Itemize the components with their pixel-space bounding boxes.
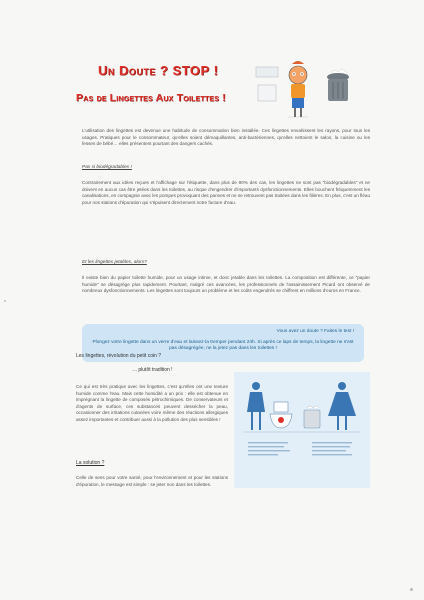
section3-subheading: … plutôt tradition ! [132,367,173,373]
section3-heading: Les lingettes, révolution du petit coin ? [76,353,162,359]
section2-paragraph: Il existe bien du papier toilette humide, pour un usage intime, et donc jetable dans les toilettes. La composition est différente, ce "papier humide" se désagrège plus rapidement. Pourtant, malgré ces avancées, les professionnels de l'assainissement Picard ont observé de nombreux dysfonctionnements. Les lingettes sont toujours un problème et les coûts engendrés se chiffrent en millions d'euros en France. [82,275,370,294]
section1-paragraph: Contrairement aux idées reçues et l'affichage sur l'étiquette, dans plus de 90% des cas, les lingettes ne sont pas "biodégradables" et ne doivent en aucun cas être jetées dans les toilettes, au risque d'engendrer d'importants dysfonctionnements. Elles bouchent fréquemment les canalisations, en compagnie avec les pompes provoquant des pannes et ne se retrouvent pas traitées dans les filières. En plus, c'est un fléau pour nos stations d'épuration qui s'épuisent directement notre facture d'eau. [82,180,370,205]
section1-heading: Pas si biodégradables ! [82,165,132,170]
scan-speck [410,588,413,591]
character-illustration [289,61,307,117]
solution-paragraph: Celle de sens pour votre santé, pour l'environnement et pour les stations d'épuration, le message est simple : se jeter non dans les toilettes. [76,475,228,487]
title-line-1: Un Doute ? STOP ! [98,63,219,78]
person-right-illustration [328,382,356,430]
person-left-illustration [247,382,265,430]
toilet-character-illustration [248,55,358,125]
bin-illustration [304,406,320,428]
section3-paragraph: Ce qui est très pratique avec les lingettes, c'est qu'elles ont une texture humide comme l'eau. Mais cette humidité a un prix : elle est obtenue en imprégnant la lingette de composés pétrochimiques. De conservateurs et d'agents de surface, ces substances peuvent dessécher la peau, occasionner des irritations cutanées voire même des réactions allergiques assez importantes et contribuer aussi à la pollution des plus sensibles ! [76,384,228,422]
toilet-illustration [270,402,292,428]
solution-heading: La solution ? [76,460,105,466]
section2-heading: Et les lingettes jetables, alors? [82,260,147,265]
callout-text: Plongez votre lingette dans un verre d'eau et laissez-la tremper pendant 24h. Si après ce laps de temps, la lingette ne s'est pas désagrégée, ne la jetez pas dans les toilettes ! [92,340,354,352]
scan-speck [4,300,6,302]
callout-heading: Vous avez un doute ? Faites le test ! [276,329,354,334]
wipes-drain-diagram [234,372,370,488]
trash-bin-illustration [327,69,349,101]
intro-paragraph: L'utilisation des lingettes est devenue une habitude de consommation bien installée. Ces lingettes envahissent les rayons, pour tous les usages. Pratiques pour le consommateur, qu'elles soient démaquillantes, anti-bactériennes, qu'elles nettoient le salon, la cuisine ou les fesses de bébé… elles présentent pourtant des dangers cachés. [82,128,370,147]
diagram-caption-lines [248,442,352,455]
title-line-2: Pas de Lingettes Aux Toilettes ! [76,92,226,104]
